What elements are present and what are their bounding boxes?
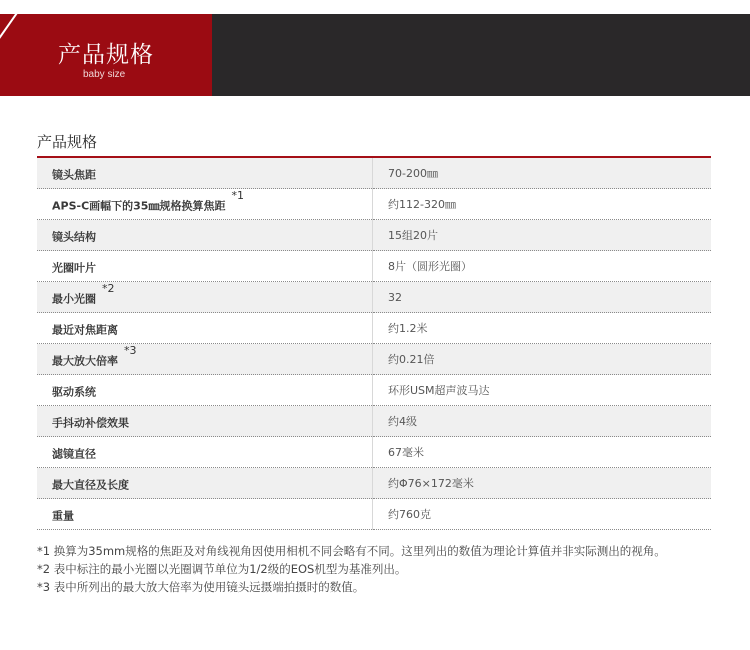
banner-title: 产品规格 bbox=[58, 42, 154, 68]
table-row bbox=[37, 189, 711, 220]
table-row bbox=[37, 313, 711, 344]
footnote-marker: *2 bbox=[102, 281, 115, 295]
footnote-marker: *3 bbox=[124, 343, 137, 357]
table-row bbox=[37, 157, 711, 189]
table-row bbox=[37, 406, 711, 437]
spec-value: 约112-320㎜ bbox=[373, 189, 712, 220]
spec-label: 最大直径及长度 bbox=[37, 468, 373, 499]
table-row bbox=[37, 344, 711, 375]
spec-value: 67毫米 bbox=[373, 437, 712, 468]
spec-value: 约760克 bbox=[373, 499, 712, 530]
footnotes bbox=[37, 542, 666, 596]
spec-label: APS-C画幅下的35㎜规格换算焦距$^{*1}$ bbox=[37, 189, 373, 220]
spec-label: 镜头结构 bbox=[37, 220, 373, 251]
spec-label: 驱动系统 bbox=[37, 375, 373, 406]
spec-value: 8片（圆形光圈） bbox=[373, 251, 712, 282]
spec-value: 70-200㎜ bbox=[373, 157, 712, 189]
spec-label: 最小光圈$^{*2}$ bbox=[37, 282, 373, 313]
section-title: 产品规格 bbox=[37, 133, 98, 151]
spec-value: 15组20片 bbox=[373, 220, 712, 251]
spec-label: 镜头焦距 bbox=[37, 157, 373, 189]
spec-value: 约Φ76×172毫米 bbox=[373, 468, 712, 499]
spec-value: 约1.2米 bbox=[373, 313, 712, 344]
table-row bbox=[37, 251, 711, 282]
spec-value: 32 bbox=[373, 282, 712, 313]
footnote-1: *1 换算为35mm规格的焦距及对角线视角因使用相机不同会略有不同。这里列出的数值为理论计算值并非实际测出的视角。 bbox=[37, 544, 666, 558]
spec-value: 约0.21倍 bbox=[373, 344, 712, 375]
banner-accent bbox=[0, 14, 212, 96]
banner-slash-decoration bbox=[0, 14, 54, 96]
table-row bbox=[37, 282, 711, 313]
table-row bbox=[37, 437, 711, 468]
table-row bbox=[37, 375, 711, 406]
spec-label: 手抖动补偿效果 bbox=[37, 406, 373, 437]
header-banner bbox=[0, 14, 750, 96]
table-row bbox=[37, 220, 711, 251]
footnote-2: *2 表中标注的最小光圈以光圈调节单位为1/2级的EOS机型为基准列出。 bbox=[37, 562, 407, 576]
spec-table bbox=[37, 156, 711, 530]
spec-label: 光圈叶片 bbox=[37, 251, 373, 282]
spec-label: 最近对焦距离 bbox=[37, 313, 373, 344]
banner-subtitle: baby size bbox=[83, 69, 126, 80]
table-row bbox=[37, 499, 711, 530]
table-row bbox=[37, 468, 711, 499]
spec-label: 滤镜直径 bbox=[37, 437, 373, 468]
footnote-marker: *1 bbox=[231, 188, 244, 202]
spec-value: 约4级 bbox=[373, 406, 712, 437]
spec-label: 重量 bbox=[37, 499, 373, 530]
footnote-3: *3 表中所列出的最大放大倍率为使用镜头远摄端拍摄时的数值。 bbox=[37, 580, 365, 594]
spec-value: 环形USM超声波马达 bbox=[373, 375, 712, 406]
spec-label: 最大放大倍率$^{*3}$ bbox=[37, 344, 373, 375]
